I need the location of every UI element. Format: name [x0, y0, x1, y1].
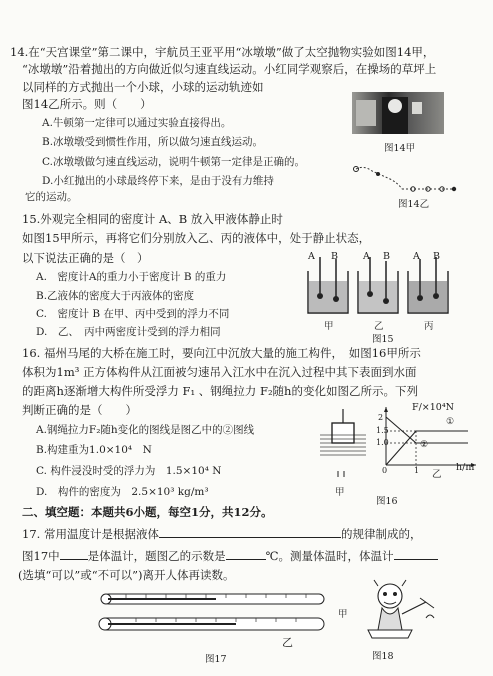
- q17-blank-4[interactable]: [394, 547, 438, 560]
- graph-y-tick-2: 2: [378, 413, 384, 422]
- figure-15-caption: 图15: [372, 334, 394, 345]
- q14-option-b: B.冰墩墩受到惯性作用，所以做匀速直线运动。: [42, 136, 264, 148]
- figure-18-caption: 图18: [372, 651, 394, 662]
- graph-x-tick-1: 1: [414, 466, 420, 475]
- q17-line-1-text-b: 的规律制成的，: [340, 527, 422, 541]
- meter-label-a-bing: A: [413, 251, 420, 262]
- meter-label-a-yi: A: [363, 251, 370, 262]
- q14-line-4: 图14乙所示。则（ ）: [22, 97, 152, 111]
- thermometer-label-yi: 乙: [282, 636, 293, 649]
- meter-label-b-jia: B: [331, 251, 338, 262]
- meter-label-b-yi: B: [383, 251, 390, 262]
- figure-14a-scene: [352, 92, 444, 134]
- q17-line-1: [22, 525, 421, 542]
- beaker-bing: [408, 257, 448, 313]
- q14-line-2: “冰墩墩”沿着抛出的方向做近似匀速直线运动。小红同学观察后，在操场的草坪上: [22, 62, 437, 76]
- graph-y-tick-1-5: 1.5: [376, 426, 389, 435]
- q14-option-c: C.冰墩墩做匀速直线运动，说明牛顿第一定律是正确的。: [42, 156, 305, 168]
- q17-line-1-text-a: 17. 常用温度计是根据液体: [22, 527, 159, 541]
- figure-16b-label: 乙: [432, 469, 442, 480]
- q15-line-2: 如图15甲所示，再将它们分别放入乙、丙的液体中，处于静止状态，: [22, 231, 371, 245]
- graph-y-axis-label: F/×10⁴N: [412, 402, 454, 413]
- q17-blank-2[interactable]: [60, 547, 88, 560]
- figure-16a-crane: [318, 409, 368, 479]
- figure-17-thermometers: [96, 590, 336, 640]
- q16-option-c: C. 构件浸没时受的浮力为 1.5×10⁴ N: [36, 465, 222, 477]
- graph-curve-label-1: ①: [446, 417, 455, 427]
- thermometer-label-jia: 甲: [338, 609, 348, 620]
- q17-line-2: [22, 547, 438, 564]
- beaker-label-jia: 甲: [324, 321, 334, 332]
- meter-label-a-jia: A: [308, 251, 315, 262]
- q16-option-a: A.钢绳拉力F₂随h变化的图线是图乙中的②图线: [36, 424, 255, 436]
- figure-18-cartoon: [360, 578, 440, 646]
- beaker-yi: [358, 257, 398, 313]
- q16-line-2: 体积为1m³ 正方体构件从江面被匀速吊入江水中在沉入过程中其下表面到水面: [22, 365, 417, 379]
- q15-option-c: C. 密度计 B 在甲、丙中受到的浮力不同: [36, 308, 230, 320]
- q17-line-2-text-a: 图17中: [22, 549, 60, 563]
- figure-15-beakers: [300, 253, 460, 328]
- q17-line-3: (选填“可以”或“不可以”)离开人体再读数。: [18, 568, 235, 582]
- q15-option-d: D. 乙、 丙中两密度计受到的浮力相同: [36, 326, 221, 338]
- figure-17-caption: 图17: [205, 654, 227, 665]
- graph-x-tick-0: 0: [382, 466, 388, 475]
- q15-line-3: 以下说法正确的是（ ）: [22, 251, 149, 265]
- beaker-label-bing: 丙: [424, 321, 434, 332]
- q14-line-1: 14.在“天宫课堂”第二课中，宇航员王亚平用“冰墩墩”做了太空抛物实验如图14甲，: [10, 45, 435, 59]
- q16-line-1: 16. 福州马尾的大桥在施工时，要向江中沉放大量的施工构件， 如图16甲所示: [22, 346, 421, 360]
- graph-x-axis-label: h/m: [456, 462, 475, 473]
- graph-curve-label-2: ②: [420, 440, 429, 450]
- q17-blank-1[interactable]: [159, 525, 341, 538]
- figure-14a-caption: 图14甲: [384, 143, 416, 154]
- figure-14a-photo: [352, 92, 444, 134]
- q14-option-a: A.牛顿第一定律可以通过实验直接得出。: [42, 117, 232, 129]
- q16-option-d: D. 构件的密度为 2.5×10³ kg/m³: [36, 486, 209, 498]
- q17-line-2-text-c: ℃。测量体温时，体温计: [265, 549, 394, 563]
- thermometer-jia: [101, 594, 324, 604]
- q14-option-d-line-1: D.小红抛出的小球最终停下来，是由于没有力维持: [42, 175, 274, 187]
- q16-option-b: B.构建重为1.0×10⁴ N: [36, 444, 152, 456]
- q15-option-a: A. 密度计A的重力小于密度计 B 的重力: [36, 271, 227, 283]
- figure-14b-caption: 图14乙: [398, 199, 430, 210]
- q15-line-1: 15.外观完全相同的密度计 A、B 放入甲液体静止时: [22, 212, 283, 226]
- q16-line-3: 的距离h逐渐增大构件所受浮力 F₁ 、钢绳拉力 F₂随h的变化如图乙所示。下列: [22, 384, 418, 398]
- figure-16-caption: 图16: [376, 496, 398, 507]
- figure-14b-trajectory: [350, 163, 460, 193]
- beaker-label-yi: 乙: [374, 321, 384, 332]
- q15-option-b: B.乙液体的密度大于丙液体的密度: [36, 290, 195, 302]
- q14-option-d-line-2: 它的运动。: [25, 191, 78, 203]
- graph-y-tick-1-0: 1.0: [376, 438, 389, 447]
- q16-line-4: 判断正确的是（ ）: [22, 403, 137, 417]
- q17-blank-3[interactable]: [226, 547, 266, 560]
- beaker-jia: [308, 257, 348, 313]
- section-2-heading: 二、填空题：本题共6小题，每空1分，共12分。: [22, 505, 273, 519]
- thermometer-yi: [99, 618, 324, 630]
- q14-line-3: 以同样的方式抛出一个小球，小球的运动轨迹如: [22, 80, 264, 94]
- figure-16a-label: 甲: [335, 487, 345, 498]
- meter-label-b-bing: B: [433, 251, 440, 262]
- q17-line-2-text-b: 是体温计，题图乙的示数是: [87, 549, 226, 563]
